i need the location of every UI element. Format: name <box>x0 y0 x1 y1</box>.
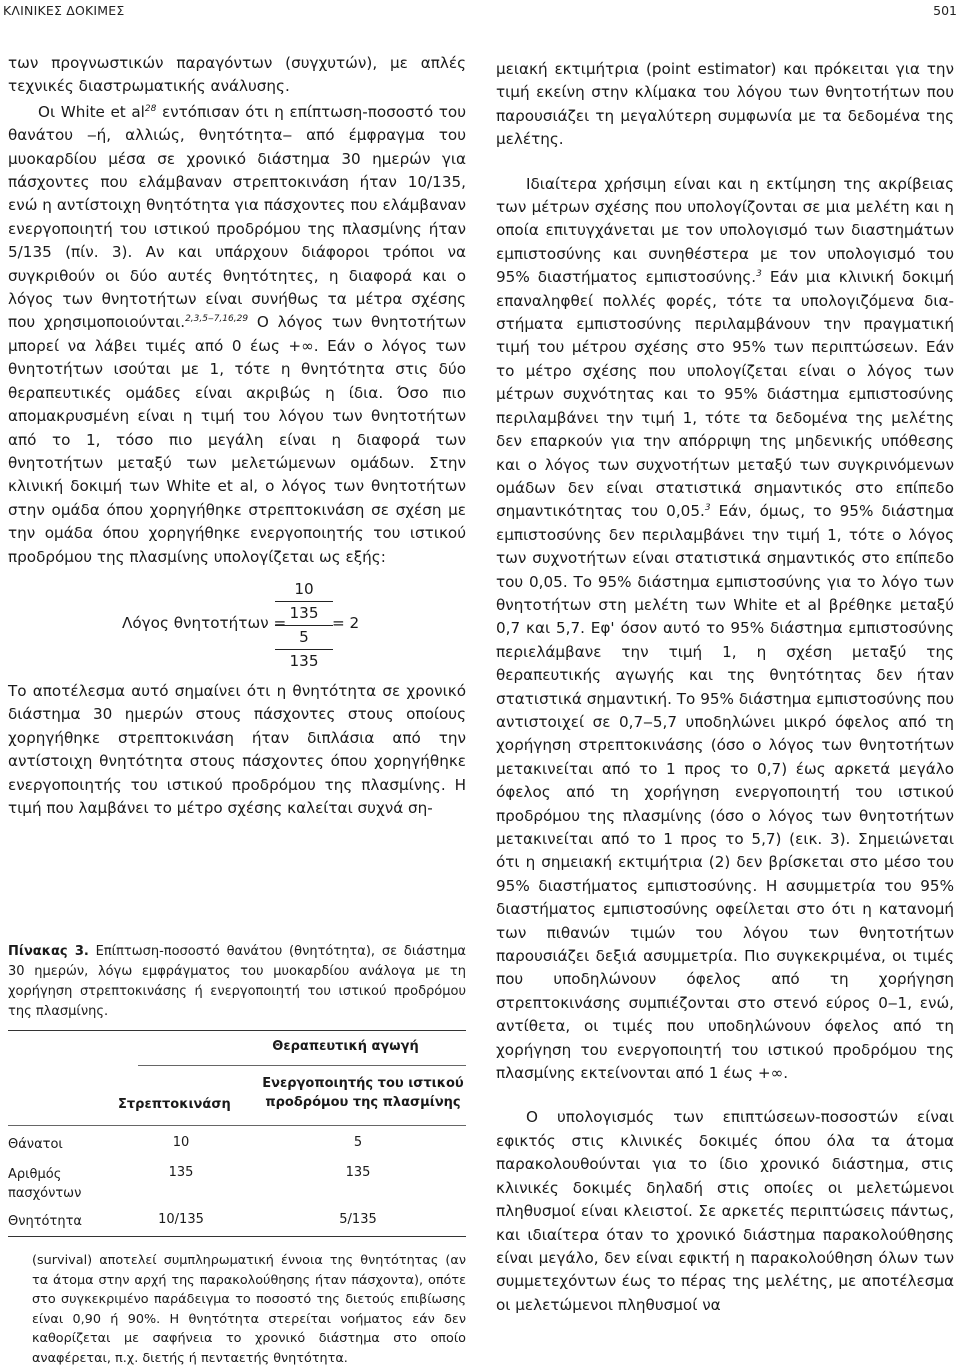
paragraph: των προγνωστικών παραγόντων (συγχυτών), με απλές τεχνικές διαστρωματικής ανάλυσης. <box>8 54 466 96</box>
text-run: εντόπισαν ότι η επίπτωση-ποσοστό του θανάτου ‒ή, αλλιώς, θνητότητα‒ από έμφραγμα του μυοκαρδίου μέσα σε χρονικό διάστημα 30 ημερών για πάσχοντες που ελάμβαναν στρεπτοκινάση ήταν 10/135, ενώ η αντίστοιχη θνητότητα για πάσχοντες που ελάμβαναν ενεργοποιητή του ιστικού προδρόμου της πλασμίνης ήταν 5/135 (πίν. 3). Αν και υπάρχουν διάφοροι τρόποι να συγκριθούν οι δύο αυτές θνητότητες, η διαφορά και ο λόγος των θνητοτήτων είναι συνήθως τα μέτρα σχέσης που χρησιμοποιούνται. <box>8 102 466 332</box>
text-run: Ιδιαίτερα χρήσιμη είναι και η εκτίμηση της ακρίβειας των μέτρων σχέσης που υπολογίζονται σε μια μελέτη και η οποία επιτυγχάνεται με τον υπολογισμό των διαστημάτων εμπιστοσύνης και συνηθέστερα με τον υπολογισμό του 95% διαστήματος εμπιστοσύνης. <box>496 174 954 287</box>
table <box>8 1030 466 1237</box>
citation: 2,3,5‒7,16,29 <box>185 314 249 325</box>
page-number: 501 <box>933 3 957 18</box>
group-header: Θεραπευτική αγωγή <box>272 1039 419 1054</box>
column-header: Ενεργοποιητής του ιστικού προδρόμου της πλασμίνης <box>262 1076 464 1110</box>
equation-result: = 2 <box>332 613 360 632</box>
right-column <box>496 58 954 1317</box>
footnote: (survival) αποτελεί συμπληρωματική έννοια της θνητότητας (αν τα άτομα στην αρχή της παρακολούθησης ήταν πάσχοντα), οπότε στο συγκεκριμένο παράδειγμα το ποσοστό της διετούς επιβίωσης είναι 0,90 ή 90%. Η θνητότητα στερείται νοήματος εάν δεν καθορίζεται με σαφήνεια το χρονικό διάστημα στο οποίο αναφέρεται, π.χ. διετής ή πενταετής θνητότητα. <box>32 1253 466 1366</box>
divider <box>138 1065 466 1066</box>
running-header <box>0 0 960 22</box>
paragraph: Το αποτέλεσμα αυτό σημαίνει ότι η θνητότητα σε χρονικό διάστημα 30 ημερών στους πάσχοντες στους οποίους χορηγήθηκε στρεπτοκινάση ήταν διπλάσια από την αντίστοιχη θνητότητα στους πάσχοντες όπου χορηγήθηκε ενεργοποιητής του ιστικού προδρόμου της πλασμίνης. Η τιμή που λαμβάνει το μέτρο σχέσης καλείται συχνά ση- <box>8 681 466 817</box>
equation <box>8 578 466 670</box>
cell: 10 <box>172 1135 190 1150</box>
numerator: 10 <box>294 579 314 598</box>
cell: 5/135 <box>339 1212 377 1227</box>
section-title: ΚΛΙΝΙΚΕΣ ΔΟΚΙΜΕΣ <box>3 3 125 18</box>
denominator: 135 <box>275 601 333 625</box>
citation: 3 <box>756 269 762 280</box>
text-run: Εάν μια κλινική δοκιμή επαναληφθεί πολλές φορές, τότε τα υπολογιζόμενα διαστήματα εμπιστοσύνης περιλαμβάνουν την πραγματική τιμή του μέτρου σχέσης στο 95% των περιπτώσεων. Εάν το μέτρο σχέσης που υπολογίζεται είναι ο λόγος των μέτρων συχνότητας και το 95% διάστημα εμπιστοσύνης περιλαμβάνει την τιμή 1, τότε τα δεδομένα της μελέτης δεν επαρκούν για την απόρριψη της μηδενικής υπόθεσης και ο λόγος των συχνοτήτων μεταξύ των συγκρινόμενων ομάδων δεν είναι στατιστικά σημαντικός στο επίπεδο σημαντικότητας του 0,05. <box>496 268 954 521</box>
divider <box>8 1125 466 1126</box>
row-label: Θνητότητα <box>8 1214 82 1229</box>
left-column <box>8 52 466 820</box>
citation: 3 <box>704 503 711 514</box>
text-run: Ο λόγος των θνητοτήτων μπορεί να λάβει τιμές από 0 έως +∞. Εάν ο λόγος των θνητοτήτων ισούται με 1, τότε η θνητότητα στις δύο θεραπευτικές ομάδες είναι ακριβώς η ίδια. Όσο πιο απομακρυσμένη είναι η τιμή του λόγου των θνητοτήτων από το 1, τόσο πιο μεγάλη είναι η διαφορά των θνητοτήτων μεταξύ των μελετώμενων ομάδων. Στην κλινική δοκιμή των White et al, ο λόγος των θνητοτήτων στην ομάδα όπου χορηγήθηκε στρεπτοκινάση σε σχέση με την ομάδα όπου χορηγήθηκε ενεργοποιητής του ιστικού προδρόμου της πλασμίνης υπολογίζεται ως εξής: <box>8 313 466 566</box>
cell: 5 <box>353 1135 363 1150</box>
cell: 10/135 <box>158 1212 204 1227</box>
row-label: Θάνατοι <box>8 1137 63 1152</box>
text-run: Εάν, όμως, το 95% διάστημα εμπιστοσύνης δεν περιλαμβάνει την τιμή 1, τότε ο λόγος των συχνοτήτων είναι στατιστικά σημαντικός στο επίπεδο του 0,05. Το 95% διάστημα εμπιστοσύνης για το λόγο των θνητοτήτων στη μελέτη των White et al βρέθηκε μεταξύ 0,7 και 5,7. Εφ' όσον αυτό το 95% διάστημα εμπιστοσύνης περιελάμβανε την τιμή 1, η σχέση μεταξύ της θεραπευτικής αγωγής και της θνητότητας δεν ήταν στατιστικά σημαντική. Το 95% διάστημα εμπιστοσύνης που αντιστοιχεί σε 0,7‒5,7 υποδηλώνει μικρό όφελος από τη χορήγηση στρεπτοκινάσης (όσο ο λόγος των θνητοτήτων μετακινείται από το 1 προς το 0,7) έως αρκετά μεγάλο όφελος από τη χορήγηση ενεργοποιητή του ιστικού προδρόμου της πλασμίνης (όσο ο λόγος των θνητοτήτων μετακινείται από το 1 προς το 5,7) (εικ. 3). Σημειώνεται ότι η σημειακή εκτιμήτρια (2) δεν βρίσκεται στο μέσο του 95% διαστήματος εμπιστοσύνης. Η ασυμμετρία του 95% διαστήματος εμπιστοσύνης οφείλεται στο ότι η κατανομή των πιθανών τιμών του λόγου των θνητοτήτων παρουσιάζει δεξιά ασυμμετρία. Πιο συγκεκριμένα, οι τιμές που υποδηλώνουν όφελος από τη χορήγηση στρεπτοκινάσης συμπιέζονται στο στενό εύρος 0‒1, ενώ, αντίθετα, οι τιμές που υποδηλώνουν όφελος από τη χορήγηση του ενεργοποιητή του ιστικού προδρόμου της πλασμίνης εκτείνονται από 1 έως +∞. <box>496 502 954 1083</box>
row-label: Αριθμός πασχόντων <box>8 1167 82 1201</box>
table-caption <box>8 942 466 1022</box>
paragraph <box>8 101 466 569</box>
cell: 135 <box>345 1165 371 1180</box>
denominator: 135 <box>275 649 333 673</box>
cell: 135 <box>168 1165 194 1180</box>
paragraph: Ο υπολογισμός των επιπτώσεων-ποσοστών είναι εφικτός στις κλινικές δοκιμές όπου όλα τα άτομα παρακολουθούνται για το ίδιο χρονικό διάστημα, στις κλινικές δοκιμές δηλαδή στις οποίες οι μελετώμενοι πληθυσμοί είναι κλειστοί. Σε αρκετές περιπτώσεις πάντως, και ιδιαίτερα όταν το χρονικό διάστημα παρακολούθησης είναι μεγάλο, δεν είναι εφικτή η παρακολούθηση όλων των συμμετεχόντων έως το πέρας της μελέτης, με αποτέλεσμα οι μελετώμενοι πληθυσμοί να <box>496 1108 954 1314</box>
column-header: Στρεπτοκινάση <box>118 1097 231 1112</box>
paragraph <box>496 173 954 1086</box>
equation-label: Λόγος θνητοτήτων = <box>122 613 287 632</box>
compound-fraction <box>275 578 333 673</box>
paragraph: μειακή εκτιμήτρια (point estimator) και πρόκειται για την τιμή εκείνη στην κλίμακα του λόγου των θνητοτήτων που παρουσιάζει τη μεγαλύτερη συμφωνία με τα δεδομένα της μελέτης. <box>496 60 954 149</box>
numerator: 5 <box>275 625 333 649</box>
caption-text: Επίπτωση-ποσοστό θανάτου (θνητότητα), σε διάστημα 30 ημερών, λόγω εμφράγματος του μυοκαρδίου ανάλογα με τη χορήγηση στρεπτοκινάσης ή ενεργοποιητή του ιστικού προδρόμου της πλασμίνης. <box>8 944 467 1019</box>
text-run: Οι White et al <box>38 102 145 121</box>
table-block <box>8 942 466 1368</box>
citation: 28 <box>144 103 157 114</box>
caption-label: Πίνακας 3. <box>8 944 89 959</box>
